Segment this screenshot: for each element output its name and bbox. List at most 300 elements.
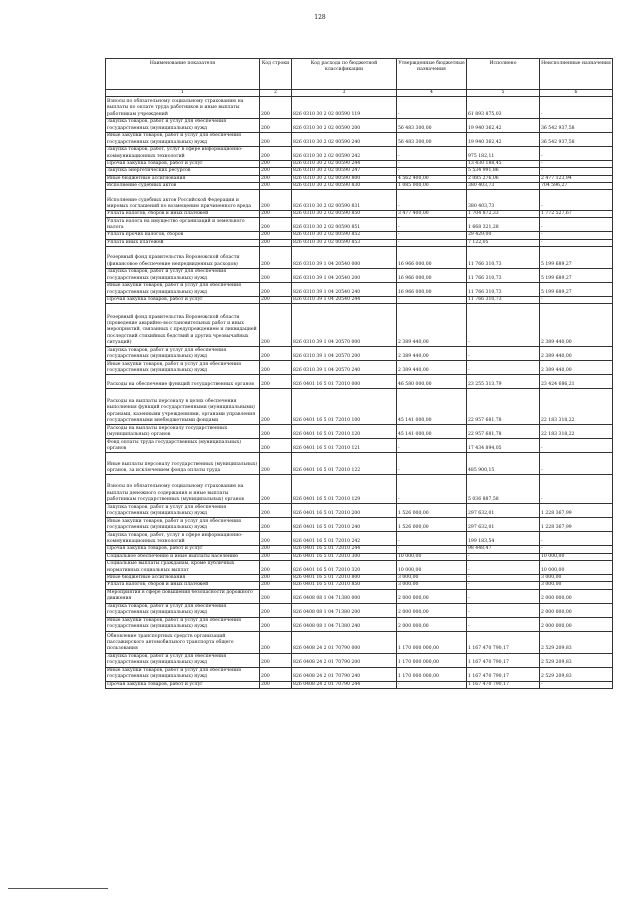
row-remaining-cell: - bbox=[540, 453, 613, 475]
row-remaining-cell: 23 424 686,21 bbox=[540, 375, 613, 389]
table-row bbox=[106, 667, 613, 681]
row-remaining-cell: 704 596,27 bbox=[540, 182, 613, 189]
row-approved-cell: 2 000 000,00 bbox=[397, 589, 467, 603]
row-remaining-cell: 2 000 000,00 bbox=[540, 589, 613, 603]
row-budget-code-cell: 826 0401 16 5 01 72010 129 bbox=[292, 475, 397, 504]
row-executed-cell: 485 900,15 bbox=[467, 453, 540, 475]
row-remaining-cell: 2 389 440,00 bbox=[540, 347, 613, 361]
row-name-cell: Взносы по обязательному социальному страхованию на выплаты денежного содержания и иные выплаты работникам государственных (муниципальных) органов bbox=[106, 475, 260, 504]
row-executed-cell: 7 122,05 bbox=[467, 239, 540, 246]
row-remaining-cell: 36 542 937,58 bbox=[540, 119, 613, 133]
row-remaining-cell: - bbox=[540, 681, 613, 688]
table-row bbox=[106, 304, 613, 347]
table-row bbox=[106, 617, 613, 631]
table-row bbox=[106, 119, 613, 133]
row-remaining-cell: - bbox=[540, 168, 613, 175]
row-remaining-cell: 2 000 000,00 bbox=[540, 603, 613, 617]
row-name-cell: Мероприятия в сфере повышения безопасности дорожного движения bbox=[106, 589, 260, 603]
row-remaining-cell: 2 389 440,00 bbox=[540, 361, 613, 375]
row-line-code-cell: 200 bbox=[260, 190, 292, 211]
column-number: 6 bbox=[540, 90, 613, 97]
row-executed-cell: 17 434 894,05 bbox=[467, 439, 540, 453]
row-line-code-cell: 200 bbox=[260, 574, 292, 581]
row-approved-cell: - bbox=[397, 147, 467, 161]
row-line-code-cell: 200 bbox=[260, 532, 292, 546]
row-budget-code-cell: 826 0310 30 2 02 00590 119 bbox=[292, 97, 397, 119]
row-executed-cell: 380 403,73 bbox=[467, 182, 540, 189]
row-remaining-cell: 10 000,00 bbox=[540, 560, 613, 574]
table-row bbox=[106, 161, 613, 168]
row-budget-code-cell: 826 0401 16 5 01 72010 800 bbox=[292, 574, 397, 581]
row-executed-cell: 297 632,01 bbox=[467, 504, 540, 518]
row-name-cell: Уплата налогов, сборов и иных платежей bbox=[106, 211, 260, 218]
row-line-code-cell: 200 bbox=[260, 232, 292, 239]
table-row bbox=[106, 589, 613, 603]
table-row bbox=[106, 653, 613, 667]
row-line-code-cell: 200 bbox=[260, 269, 292, 283]
row-name-cell: Закупка товаров, работ и услуг для обеспечения государственных (муниципальных) нужд bbox=[106, 653, 260, 667]
row-name-cell: Закупка энергетических ресурсов bbox=[106, 168, 260, 175]
row-executed-cell: 1 167 470 790,17 bbox=[467, 631, 540, 653]
row-approved-cell: 10 000,00 bbox=[397, 560, 467, 574]
row-approved-cell: - bbox=[397, 439, 467, 453]
row-approved-cell: 1 170 000 000,00 bbox=[397, 631, 467, 653]
row-line-code-cell: 200 bbox=[260, 589, 292, 603]
row-executed-cell: - bbox=[467, 589, 540, 603]
table-row bbox=[106, 453, 613, 475]
row-line-code-cell: 200 bbox=[260, 119, 292, 133]
row-executed-cell: 19 940 362,42 bbox=[467, 119, 540, 133]
table-row bbox=[106, 97, 613, 119]
row-budget-code-cell: 826 0408 24 2 01 70790 200 bbox=[292, 653, 397, 667]
row-line-code-cell: 200 bbox=[260, 653, 292, 667]
row-approved-cell: 2 389 440,00 bbox=[397, 347, 467, 361]
page-number: 128 bbox=[314, 14, 326, 21]
row-line-code-cell: 200 bbox=[260, 297, 292, 304]
row-name-cell: Взносы по обязательному социальному страхованию на выплаты по оплате труда работников и иные выплаты работникам учреждений bbox=[106, 97, 260, 119]
row-name-cell: Резервный фонд правительства Воронежской области (проведение аварийно-восстановительных работ и иных мероприятий, связанных с предупреждением и ликвидацией последствий стихийных бедствий и других чрезвычайных ситуаций) bbox=[106, 304, 260, 347]
row-name-cell: Иные закупки товаров, работ и услуг для обеспечения государственных (муниципальных) нужд bbox=[106, 518, 260, 532]
row-executed-cell: 29 429,00 bbox=[467, 232, 540, 239]
row-name-cell: Уплата налога на имущество организаций и земельного налога bbox=[106, 218, 260, 232]
row-budget-code-cell: 826 0401 16 5 01 72010 121 bbox=[292, 439, 397, 453]
row-budget-code-cell: 826 0401 16 5 01 72010 244 bbox=[292, 546, 397, 553]
row-executed-cell: 2 085 276,06 bbox=[467, 175, 540, 182]
row-approved-cell: - bbox=[397, 161, 467, 168]
row-remaining-cell: 1 228 367,99 bbox=[540, 518, 613, 532]
row-executed-cell: 5 534 991,86 bbox=[467, 168, 540, 175]
row-approved-cell: 3 477 400,00 bbox=[397, 211, 467, 218]
table-row bbox=[106, 553, 613, 560]
row-remaining-cell: - bbox=[540, 546, 613, 553]
row-approved-cell: - bbox=[397, 232, 467, 239]
row-remaining-cell: - bbox=[540, 239, 613, 246]
row-executed-cell: 1 167 470 790,17 bbox=[467, 667, 540, 681]
table-row bbox=[106, 425, 613, 439]
row-budget-code-cell: 826 0401 16 5 01 72010 100 bbox=[292, 389, 397, 425]
row-approved-cell: 2 000 000,00 bbox=[397, 603, 467, 617]
row-line-code-cell: 200 bbox=[260, 97, 292, 119]
row-approved-cell: 3 000,00 bbox=[397, 582, 467, 589]
row-remaining-cell: - bbox=[540, 232, 613, 239]
row-name-cell: Закупка товаров, работ и услуг для обеспечения государственных (муниципальных) нужд bbox=[106, 603, 260, 617]
row-budget-code-cell: 826 0310 30 2 02 00590 830 bbox=[292, 182, 397, 189]
row-executed-cell: 11 766 310,73 bbox=[467, 297, 540, 304]
row-budget-code-cell: 826 0310 30 2 02 00590 244 bbox=[292, 161, 397, 168]
row-executed-cell: 22 957 681,78 bbox=[467, 389, 540, 425]
row-budget-code-cell: 826 0408 24 2 01 70790 000 bbox=[292, 631, 397, 653]
row-executed-cell: - bbox=[467, 553, 540, 560]
table-row bbox=[106, 147, 613, 161]
row-line-code-cell: 200 bbox=[260, 175, 292, 182]
row-name-cell: Закупка товаров, работ и услуг для обеспечения государственных (муниципальных) нужд bbox=[106, 504, 260, 518]
row-approved-cell: 3 000,00 bbox=[397, 574, 467, 581]
row-name-cell: Уплата налогов, сборов и иных платежей bbox=[106, 582, 260, 589]
row-name-cell: Закупка товаров, работ и услуг для обеспечения государственных (муниципальных) нужд bbox=[106, 119, 260, 133]
table-row bbox=[106, 574, 613, 581]
row-budget-code-cell: 826 0310 39 1 04 20540 244 bbox=[292, 297, 397, 304]
row-line-code-cell: 200 bbox=[260, 453, 292, 475]
row-approved-cell: 45 141 000,00 bbox=[397, 425, 467, 439]
row-budget-code-cell: 826 0310 39 1 04 20570 000 bbox=[292, 304, 397, 347]
row-line-code-cell: 200 bbox=[260, 546, 292, 553]
row-executed-cell: 13 430 188,45 bbox=[467, 161, 540, 168]
table-row bbox=[106, 247, 613, 269]
row-line-code-cell: 200 bbox=[260, 439, 292, 453]
row-line-code-cell: 200 bbox=[260, 304, 292, 347]
row-name-cell: Прочая закупка товаров, работ и услуг bbox=[106, 297, 260, 304]
row-budget-code-cell: 826 0310 30 2 02 00590 851 bbox=[292, 218, 397, 232]
row-executed-cell: 975 182,11 bbox=[467, 147, 540, 161]
row-name-cell: Прочая закупка товаров, работ и услуг bbox=[106, 546, 260, 553]
header-indicator-name: Наименование показателя bbox=[106, 59, 260, 90]
row-executed-cell: - bbox=[467, 304, 540, 347]
row-approved-cell: 1 526 000,00 bbox=[397, 504, 467, 518]
row-approved-cell: 16 966 000,00 bbox=[397, 283, 467, 297]
row-budget-code-cell: 826 0401 16 5 01 72010 320 bbox=[292, 560, 397, 574]
row-remaining-cell: - bbox=[540, 532, 613, 546]
row-budget-code-cell: 826 0408 08 1 04 71380 000 bbox=[292, 589, 397, 603]
row-approved-cell: - bbox=[397, 168, 467, 175]
row-budget-code-cell: 826 0401 16 5 01 72010 240 bbox=[292, 518, 397, 532]
row-budget-code-cell: 826 0310 30 2 02 00590 800 bbox=[292, 175, 397, 182]
row-approved-cell: - bbox=[397, 453, 467, 475]
table-row bbox=[106, 283, 613, 297]
row-name-cell: Исполнение судебных актов bbox=[106, 182, 260, 189]
row-name-cell: Иные закупки товаров, работ и услуг для обеспечения государственных (муниципальных) нужд bbox=[106, 667, 260, 681]
row-remaining-cell: - bbox=[540, 475, 613, 504]
row-line-code-cell: 200 bbox=[260, 553, 292, 560]
row-executed-cell: 199 183,54 bbox=[467, 532, 540, 546]
row-budget-code-cell: 826 0310 39 1 04 20570 200 bbox=[292, 347, 397, 361]
table-row bbox=[106, 269, 613, 283]
row-line-code-cell: 200 bbox=[260, 239, 292, 246]
table-row bbox=[106, 681, 613, 688]
row-executed-cell: 11 766 310,73 bbox=[467, 283, 540, 297]
row-remaining-cell: 2 529 209,83 bbox=[540, 667, 613, 681]
column-number: 5 bbox=[467, 90, 540, 97]
row-approved-cell: - bbox=[397, 297, 467, 304]
row-approved-cell: 16 966 000,00 bbox=[397, 269, 467, 283]
row-executed-cell: 11 766 310,73 bbox=[467, 269, 540, 283]
header-budget-code: Код расхода по бюджетной классификации bbox=[292, 59, 397, 90]
table-row bbox=[106, 375, 613, 389]
row-name-cell: Иные выплаты персоналу государственных (муниципальных) органов, за исключением фонда оплаты труда bbox=[106, 453, 260, 475]
row-remaining-cell: - bbox=[540, 147, 613, 161]
row-executed-cell: 1 167 470 790,17 bbox=[467, 681, 540, 688]
row-budget-code-cell: 826 0401 16 5 01 72010 242 bbox=[292, 532, 397, 546]
row-budget-code-cell: 826 0310 30 2 02 00590 200 bbox=[292, 119, 397, 133]
row-line-code-cell: 200 bbox=[260, 361, 292, 375]
row-remaining-cell: - bbox=[540, 161, 613, 168]
row-executed-cell: 297 632,01 bbox=[467, 518, 540, 532]
row-budget-code-cell: 826 0310 30 2 02 00590 240 bbox=[292, 133, 397, 147]
table-row bbox=[106, 190, 613, 211]
row-remaining-cell: 22 183 318,22 bbox=[540, 389, 613, 425]
row-budget-code-cell: 826 0401 16 5 01 72010 122 bbox=[292, 453, 397, 475]
table-row bbox=[106, 603, 613, 617]
row-line-code-cell: 200 bbox=[260, 147, 292, 161]
row-executed-cell: 22 957 681,78 bbox=[467, 425, 540, 439]
row-budget-code-cell: 826 0408 24 2 01 70790 240 bbox=[292, 667, 397, 681]
row-approved-cell: 1 170 000 000,00 bbox=[397, 653, 467, 667]
row-line-code-cell: 200 bbox=[260, 560, 292, 574]
row-approved-cell: 16 966 000,00 bbox=[397, 247, 467, 269]
row-remaining-cell: 2 529 209,83 bbox=[540, 631, 613, 653]
table-row bbox=[106, 504, 613, 518]
row-line-code-cell: 200 bbox=[260, 168, 292, 175]
row-line-code-cell: 200 bbox=[260, 475, 292, 504]
row-remaining-cell: - bbox=[540, 218, 613, 232]
row-remaining-cell: 1 772 527,67 bbox=[540, 211, 613, 218]
row-approved-cell: - bbox=[397, 532, 467, 546]
column-number: 3 bbox=[292, 90, 397, 97]
header-remaining: Неисполненные назначения bbox=[540, 59, 613, 90]
row-approved-cell: - bbox=[397, 218, 467, 232]
row-line-code-cell: 200 bbox=[260, 133, 292, 147]
row-budget-code-cell: 826 0408 24 2 01 70790 244 bbox=[292, 681, 397, 688]
table-row bbox=[106, 211, 613, 218]
table-row bbox=[106, 389, 613, 425]
table-row bbox=[106, 361, 613, 375]
row-budget-code-cell: 826 0310 30 2 02 00590 242 bbox=[292, 147, 397, 161]
row-name-cell: Обновление транспортных средств организаций пассажирского автомобильного транспорта общего пользования bbox=[106, 631, 260, 653]
row-budget-code-cell: 826 0310 39 1 04 20540 240 bbox=[292, 283, 397, 297]
header-approved: Утвержденные бюджетные назначения bbox=[397, 59, 467, 90]
budget-execution-table bbox=[105, 58, 613, 689]
row-line-code-cell: 200 bbox=[260, 182, 292, 189]
row-remaining-cell: 5 199 689,27 bbox=[540, 247, 613, 269]
row-line-code-cell: 200 bbox=[260, 389, 292, 425]
row-name-cell: Закупка товаров, работ и услуг для обеспечения государственных (муниципальных) нужд bbox=[106, 347, 260, 361]
row-remaining-cell: 1 228 367,99 bbox=[540, 504, 613, 518]
row-remaining-cell: 3 000,00 bbox=[540, 574, 613, 581]
table-row bbox=[106, 347, 613, 361]
row-approved-cell: 2 389 440,00 bbox=[397, 304, 467, 347]
row-name-cell: Прочая закупка товаров, работ и услуг bbox=[106, 161, 260, 168]
row-budget-code-cell: 826 0310 39 1 04 20570 240 bbox=[292, 361, 397, 375]
footer-divider bbox=[8, 888, 108, 889]
row-budget-code-cell: 826 0401 16 5 01 72010 300 bbox=[292, 553, 397, 560]
header-line-code: Код строки bbox=[260, 59, 292, 90]
column-number-row bbox=[106, 90, 613, 97]
table-row bbox=[106, 168, 613, 175]
row-approved-cell: - bbox=[397, 190, 467, 211]
row-budget-code-cell: 826 0408 08 1 04 71380 240 bbox=[292, 617, 397, 631]
table-row bbox=[106, 218, 613, 232]
row-remaining-cell: 2 529 209,83 bbox=[540, 653, 613, 667]
row-budget-code-cell: 826 0310 30 2 02 00590 853 bbox=[292, 239, 397, 246]
row-budget-code-cell: 826 0310 30 2 02 00590 831 bbox=[292, 190, 397, 211]
row-remaining-cell: 2 000 000,00 bbox=[540, 617, 613, 631]
row-approved-cell: 4 562 400,00 bbox=[397, 175, 467, 182]
row-executed-cell: 61 893 875,03 bbox=[467, 97, 540, 119]
row-line-code-cell: 200 bbox=[260, 681, 292, 688]
row-name-cell: Иные бюджетные ассигнования bbox=[106, 574, 260, 581]
row-remaining-cell: 5 199 689,27 bbox=[540, 269, 613, 283]
row-line-code-cell: 200 bbox=[260, 667, 292, 681]
row-remaining-cell: - bbox=[540, 297, 613, 304]
row-remaining-cell: - bbox=[540, 190, 613, 211]
row-remaining-cell: - bbox=[540, 439, 613, 453]
row-executed-cell: - bbox=[467, 361, 540, 375]
row-budget-code-cell: 826 0310 30 2 02 00590 247 bbox=[292, 168, 397, 175]
row-remaining-cell: 5 199 689,27 bbox=[540, 283, 613, 297]
row-remaining-cell: 36 542 937,58 bbox=[540, 133, 613, 147]
row-remaining-cell: 2 477 123,94 bbox=[540, 175, 613, 182]
row-name-cell: Фонд оплаты труда государственных (муниципальных) органов bbox=[106, 439, 260, 453]
row-name-cell: Иные закупки товаров, работ и услуг для обеспечения государственных (муниципальных) нужд bbox=[106, 361, 260, 375]
row-line-code-cell: 200 bbox=[260, 247, 292, 269]
row-line-code-cell: 200 bbox=[260, 425, 292, 439]
row-name-cell: Иные закупки товаров, работ и услуг для обеспечения государственных (муниципальных) нужд bbox=[106, 617, 260, 631]
row-approved-cell: - bbox=[397, 475, 467, 504]
row-remaining-cell: - bbox=[540, 97, 613, 119]
row-name-cell: Иные закупки товаров, работ и услуг для обеспечения государственных (муниципальных) нужд bbox=[106, 283, 260, 297]
row-name-cell: Закупка товаров, работ, услуг в сфере информационно-коммуникационных технологий bbox=[106, 147, 260, 161]
row-executed-cell: - bbox=[467, 560, 540, 574]
table-row bbox=[106, 239, 613, 246]
row-remaining-cell: 22 183 318,22 bbox=[540, 425, 613, 439]
row-approved-cell: 1 085 000,00 bbox=[397, 182, 467, 189]
column-number: 2 bbox=[260, 90, 292, 97]
row-line-code-cell: 200 bbox=[260, 347, 292, 361]
row-budget-code-cell: 826 0310 39 1 04 20540 000 bbox=[292, 247, 397, 269]
table-row bbox=[106, 546, 613, 553]
row-budget-code-cell: 826 0408 08 1 04 71380 200 bbox=[292, 603, 397, 617]
row-executed-cell: 380 403,73 bbox=[467, 190, 540, 211]
table-row bbox=[106, 182, 613, 189]
row-name-cell: Исполнение судебных актов Российской Федерации и мировых соглашений по возмещению причиненного вреда bbox=[106, 190, 260, 211]
row-executed-cell: 1 704 872,33 bbox=[467, 211, 540, 218]
row-name-cell: Иные закупки товаров, работ и услуг для обеспечения государственных (муниципальных) нужд bbox=[106, 133, 260, 147]
row-executed-cell: - bbox=[467, 582, 540, 589]
row-approved-cell: 2 389 440,00 bbox=[397, 361, 467, 375]
row-approved-cell: - bbox=[397, 97, 467, 119]
row-approved-cell: 45 141 000,00 bbox=[397, 389, 467, 425]
row-line-code-cell: 200 bbox=[260, 375, 292, 389]
row-approved-cell: 56 483 300,00 bbox=[397, 133, 467, 147]
row-line-code-cell: 200 bbox=[260, 617, 292, 631]
row-name-cell: Уплата прочих налогов, сборов bbox=[106, 232, 260, 239]
row-approved-cell: - bbox=[397, 681, 467, 688]
row-approved-cell: 1 526 000,00 bbox=[397, 518, 467, 532]
table-row bbox=[106, 582, 613, 589]
row-approved-cell: - bbox=[397, 546, 467, 553]
row-name-cell: Иные бюджетные ассигнования bbox=[106, 175, 260, 182]
row-executed-cell: 11 766 310,73 bbox=[467, 247, 540, 269]
row-executed-cell: 23 255 313,79 bbox=[467, 375, 540, 389]
row-line-code-cell: 200 bbox=[260, 218, 292, 232]
row-executed-cell: - bbox=[467, 617, 540, 631]
row-approved-cell: - bbox=[397, 239, 467, 246]
table-row bbox=[106, 439, 613, 453]
table-row bbox=[106, 475, 613, 504]
row-budget-code-cell: 826 0401 16 5 01 72010 200 bbox=[292, 504, 397, 518]
row-name-cell: Расходы на выплаты персоналу в целях обеспечения выполнения функций государственными (муниципальными) органами, казенными учреждениями, органами управления государственными внебюджетными фондами bbox=[106, 389, 260, 425]
table-row bbox=[106, 518, 613, 532]
table-row bbox=[106, 560, 613, 574]
row-line-code-cell: 200 bbox=[260, 631, 292, 653]
row-approved-cell: 56 483 300,00 bbox=[397, 119, 467, 133]
table-body bbox=[106, 97, 613, 689]
row-approved-cell: 10 000,00 bbox=[397, 553, 467, 560]
row-executed-cell: - bbox=[467, 574, 540, 581]
table-row bbox=[106, 232, 613, 239]
row-approved-cell: 46 580 000,00 bbox=[397, 375, 467, 389]
row-name-cell: Резервный фонд правительства Воронежской области (финансовое обеспечение непредвиденных расходов) bbox=[106, 247, 260, 269]
row-budget-code-cell: 826 0401 16 5 01 72010 850 bbox=[292, 582, 397, 589]
row-executed-cell: 19 940 362,42 bbox=[467, 133, 540, 147]
row-budget-code-cell: 826 0310 39 1 04 20540 200 bbox=[292, 269, 397, 283]
row-line-code-cell: 200 bbox=[260, 603, 292, 617]
table-row bbox=[106, 133, 613, 147]
row-remaining-cell: 3 000,00 bbox=[540, 582, 613, 589]
row-budget-code-cell: 826 0310 30 2 02 00590 850 bbox=[292, 211, 397, 218]
table-header-row bbox=[106, 59, 613, 90]
row-name-cell: Закупка товаров, работ, услуг в сфере информационно-коммуникационных технологий bbox=[106, 532, 260, 546]
column-number: 4 bbox=[397, 90, 467, 97]
row-executed-cell: - bbox=[467, 347, 540, 361]
row-line-code-cell: 200 bbox=[260, 211, 292, 218]
row-name-cell: Социальное обеспечение и иные выплаты населению bbox=[106, 553, 260, 560]
row-line-code-cell: 200 bbox=[260, 518, 292, 532]
row-name-cell: Расходы на выплаты персоналу государственных (муниципальных) органов bbox=[106, 425, 260, 439]
table-row bbox=[106, 532, 613, 546]
column-number: 1 bbox=[106, 90, 260, 97]
row-budget-code-cell: 826 0401 16 5 01 72010 120 bbox=[292, 425, 397, 439]
row-approved-cell: 2 000 000,00 bbox=[397, 617, 467, 631]
row-budget-code-cell: 826 0310 30 2 02 00590 852 bbox=[292, 232, 397, 239]
row-name-cell: Прочая закупка товаров, работ и услуг bbox=[106, 681, 260, 688]
row-line-code-cell: 200 bbox=[260, 161, 292, 168]
table-row bbox=[106, 175, 613, 182]
row-remaining-cell: 10 000,00 bbox=[540, 553, 613, 560]
table-row bbox=[106, 297, 613, 304]
row-name-cell: Социальные выплаты гражданам, кроме публичных нормативных социальных выплат bbox=[106, 560, 260, 574]
row-name-cell: Расходы на обеспечение функций государственных органов bbox=[106, 375, 260, 389]
row-remaining-cell: 2 389 440,00 bbox=[540, 304, 613, 347]
row-budget-code-cell: 826 0401 16 5 01 72010 000 bbox=[292, 375, 397, 389]
row-executed-cell: - bbox=[467, 603, 540, 617]
row-line-code-cell: 200 bbox=[260, 283, 292, 297]
row-executed-cell: 1 668 321,28 bbox=[467, 218, 540, 232]
header-executed: Исполнено bbox=[467, 59, 540, 90]
row-executed-cell: 1 167 470 790,17 bbox=[467, 653, 540, 667]
row-executed-cell: 98 448,47 bbox=[467, 546, 540, 553]
row-executed-cell: 5 036 887,58 bbox=[467, 475, 540, 504]
row-line-code-cell: 200 bbox=[260, 504, 292, 518]
